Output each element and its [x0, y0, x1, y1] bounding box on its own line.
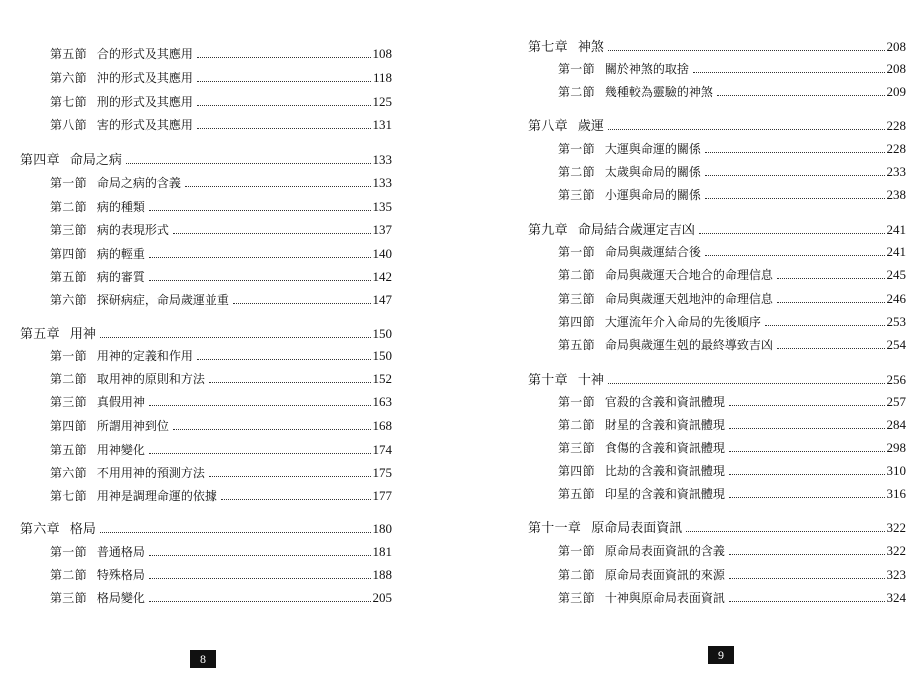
toc-section-entry: [528, 439, 906, 457]
dot-leader: [197, 57, 371, 58]
entry-label: 第四節: [50, 247, 87, 261]
entry-page-number: 131: [372, 117, 392, 132]
entry-title: 用神的定義和作用: [96, 349, 193, 363]
entry-title: 命局與歲運結合後: [604, 245, 701, 259]
entry-title: 食傷的含義和資訊體現: [604, 441, 725, 455]
entry-label: 第四節: [558, 315, 595, 329]
toc-section-entry: [20, 417, 392, 435]
toc-section-entry: [20, 291, 392, 309]
toc-section-entry: [20, 198, 392, 216]
dot-leader: [705, 198, 885, 199]
dot-leader: [100, 337, 371, 338]
entry-page-number: 175: [372, 465, 392, 480]
entry-label: 第十章: [528, 373, 568, 388]
entry-page-number: 133: [372, 152, 392, 167]
dot-leader: [729, 428, 885, 429]
dot-leader: [233, 303, 371, 304]
entry-title: 命局與歲運天合地合的命理信息: [604, 268, 773, 282]
dot-leader: [686, 531, 884, 532]
entry-title: 財星的含義和資訊體現: [604, 418, 725, 432]
dot-leader: [717, 95, 885, 96]
toc-section-entry: [20, 347, 392, 365]
toc-section-entry: [528, 393, 906, 411]
toc-section-entry: [20, 69, 392, 87]
entry-page-number: 256: [886, 372, 906, 387]
toc-section-entry: [528, 542, 906, 560]
toc-section-entry: [20, 45, 392, 63]
entry-title: 命局之病的含義: [96, 176, 181, 190]
toc-section-entry: [528, 83, 906, 101]
entry-label: 第五章: [20, 327, 60, 342]
dot-leader: [608, 129, 885, 130]
toc-chapter-entry: [20, 325, 392, 343]
dot-leader: [149, 257, 371, 258]
entry-title: 合的形式及其應用: [96, 47, 193, 61]
entry-title: 官殺的含義和資訊體現: [604, 395, 725, 409]
entry-label: 第五節: [558, 487, 595, 501]
entry-label: 第四章: [20, 153, 60, 168]
entry-page-number: 147: [372, 292, 392, 307]
dot-leader: [693, 72, 885, 73]
entry-label: 第九章: [528, 223, 568, 238]
dot-leader: [729, 601, 885, 602]
toc-section-entry: [528, 140, 906, 158]
entry-label: 第六節: [50, 71, 87, 85]
entry-label: 第二節: [50, 568, 87, 582]
entry-page-number: 298: [886, 440, 906, 455]
entry-title: 用神變化: [96, 443, 145, 457]
dot-leader: [209, 476, 371, 477]
entry-title: 用神: [69, 327, 96, 342]
entry-page-number: 284: [886, 417, 906, 432]
entry-title: 命局與歲運天剋地沖的命理信息: [604, 292, 773, 306]
dot-leader: [729, 497, 885, 498]
toc-chapter-entry: [528, 117, 906, 135]
dot-leader: [777, 348, 885, 349]
entry-label: 第八節: [50, 118, 87, 132]
dot-leader: [149, 555, 371, 556]
toc-section-entry: [528, 485, 906, 503]
toc-section-entry: [20, 393, 392, 411]
entry-label: 第三節: [558, 292, 595, 306]
entry-page-number: 150: [372, 326, 392, 341]
dot-leader: [705, 152, 885, 153]
entry-label: 第三節: [558, 441, 595, 455]
entry-label: 第二節: [558, 85, 595, 99]
entry-label: 第二節: [558, 568, 595, 582]
entry-title: 普通格局: [96, 545, 145, 559]
entry-page-number: 254: [886, 337, 906, 352]
entry-page-number: 228: [886, 118, 906, 133]
entry-label: 第二節: [50, 200, 87, 214]
dot-leader: [197, 105, 371, 106]
toc-chapter-entry: [20, 151, 392, 169]
dot-leader: [149, 280, 371, 281]
toc-section-entry: [528, 589, 906, 607]
entry-label: 第五節: [50, 270, 87, 284]
toc-section-entry: [528, 313, 906, 331]
entry-label: 第三節: [558, 591, 595, 605]
toc-section-entry: [20, 566, 392, 584]
entry-page-number: 233: [886, 164, 906, 179]
entry-title: 沖的形式及其應用: [96, 71, 193, 85]
entry-label: 第一節: [50, 176, 87, 190]
entry-title: 太歲與命局的關係: [604, 165, 701, 179]
dot-leader: [149, 210, 371, 211]
dot-leader: [608, 383, 885, 384]
toc-chapter-entry: [528, 221, 906, 239]
toc-section-entry: [20, 370, 392, 388]
entry-label: 第三節: [50, 223, 87, 237]
entry-title: 大運流年介入命局的先後順序: [604, 315, 761, 329]
entry-label: 第一節: [558, 62, 595, 76]
toc-section-entry: [528, 186, 906, 204]
entry-title: 十神: [577, 373, 604, 388]
entry-title: 命局與歲運生剋的最終導致吉凶: [604, 338, 773, 352]
entry-page-number: 108: [372, 46, 392, 61]
dot-leader: [100, 532, 371, 533]
entry-title: 神煞: [577, 40, 604, 55]
entry-title: 歲運: [577, 119, 604, 134]
entry-label: 第六章: [20, 522, 60, 537]
entry-title: 大運與命運的關係: [604, 142, 701, 156]
entry-label: 第三節: [50, 395, 87, 409]
entry-title: 原命局表面資訊的含義: [604, 544, 725, 558]
entry-title: 用神是調理命運的依據: [96, 489, 217, 503]
entry-page-number: 246: [886, 291, 906, 306]
toc-chapter-entry: [528, 38, 906, 56]
entry-page-number: 177: [372, 488, 392, 503]
entry-title: 不用用神的預測方法: [96, 466, 205, 480]
entry-label: 第一節: [558, 142, 595, 156]
entry-page-number: 208: [886, 39, 906, 54]
toc-section-entry: [528, 336, 906, 354]
entry-label: 第七節: [50, 95, 87, 109]
entry-label: 第三節: [558, 188, 595, 202]
entry-title: 印星的含義和資訊體現: [604, 487, 725, 501]
entry-page-number: 324: [886, 590, 906, 605]
entry-title: 命局之病: [69, 153, 122, 168]
toc-section-entry: [20, 441, 392, 459]
dot-leader: [209, 382, 371, 383]
entry-title: 原命局表面資訊: [591, 521, 683, 536]
toc-section-entry: [528, 416, 906, 434]
entry-page-number: 241: [886, 222, 906, 237]
dot-leader: [729, 474, 885, 475]
entry-title: 害的形式及其應用: [96, 118, 193, 132]
dot-leader: [197, 359, 371, 360]
entry-label: 第六節: [50, 466, 87, 480]
toc-section-entry: [20, 487, 392, 505]
entry-title: 格局: [69, 522, 96, 537]
toc-section-entry: [20, 464, 392, 482]
entry-title: 真假用神: [96, 395, 145, 409]
entry-page-number: 125: [372, 94, 392, 109]
dot-leader: [729, 451, 885, 452]
entry-page-number: 140: [372, 246, 392, 261]
entry-label: 第七節: [50, 489, 87, 503]
dot-leader: [777, 302, 885, 303]
entry-label: 第十一章: [528, 521, 582, 536]
entry-title: 病的審質: [96, 270, 145, 284]
entry-label: 第六節: [50, 293, 87, 307]
entry-label: 第二節: [558, 268, 595, 282]
dot-leader: [197, 128, 371, 129]
entry-page-number: 310: [886, 463, 906, 478]
entry-page-number: 181: [372, 544, 392, 559]
entry-page-number: 209: [886, 84, 906, 99]
dot-leader: [699, 233, 885, 234]
entry-label: 第二節: [558, 165, 595, 179]
entry-page-number: 205: [372, 590, 392, 605]
dot-leader: [705, 255, 885, 256]
toc-section-entry: [528, 243, 906, 261]
entry-page-number: 163: [372, 394, 392, 409]
entry-title: 所謂用神到位: [96, 419, 169, 433]
toc-section-entry: [20, 245, 392, 263]
dot-leader: [765, 325, 885, 326]
dot-leader: [729, 554, 885, 555]
entry-label: 第一節: [50, 349, 87, 363]
dot-leader: [729, 405, 885, 406]
entry-label: 第四節: [50, 419, 87, 433]
entry-page-number: 316: [886, 486, 906, 501]
entry-page-number: 152: [372, 371, 392, 386]
entry-page-number: 118: [372, 70, 392, 85]
entry-label: 第一節: [558, 395, 595, 409]
entry-label: 第一節: [50, 545, 87, 559]
page-number-right: 9: [708, 646, 734, 664]
dot-leader: [173, 233, 371, 234]
entry-page-number: 245: [886, 267, 906, 282]
entry-title: 十神與原命局表面資訊: [604, 591, 725, 605]
toc-chapter-entry: [528, 519, 906, 537]
dot-leader: [185, 186, 371, 187]
entry-page-number: 135: [372, 199, 392, 214]
toc-section-entry: [528, 462, 906, 480]
dot-leader: [197, 81, 371, 82]
entry-title: 關於神煞的取捨: [604, 62, 689, 76]
entry-page-number: 150: [372, 348, 392, 363]
entry-title: 病的表現形式: [96, 223, 169, 237]
toc-section-entry: [20, 589, 392, 607]
dot-leader: [221, 499, 371, 500]
entry-page-number: 322: [886, 543, 906, 558]
entry-page-number: 241: [886, 244, 906, 259]
entry-page-number: 180: [372, 521, 392, 536]
entry-title: 特殊格局: [96, 568, 145, 582]
entry-label: 第三節: [50, 591, 87, 605]
entry-title: 病的種類: [96, 200, 145, 214]
entry-page-number: 323: [886, 567, 906, 582]
entry-title: 病的輕重: [96, 247, 145, 261]
entry-page-number: 142: [372, 269, 392, 284]
entry-label: 第八章: [528, 119, 568, 134]
dot-leader: [608, 50, 885, 51]
entry-title: 比劫的含義和資訊體現: [604, 464, 725, 478]
toc-section-entry: [20, 174, 392, 192]
entry-page-number: 257: [886, 394, 906, 409]
entry-title: 格局變化: [96, 591, 145, 605]
entry-label: 第五節: [50, 443, 87, 457]
dot-leader: [149, 601, 371, 602]
entry-page-number: 133: [372, 175, 392, 190]
entry-page-number: 137: [372, 222, 392, 237]
entry-label: 第二節: [50, 372, 87, 386]
toc-section-entry: [528, 60, 906, 78]
entry-title: 命局結合歲運定吉凶: [577, 223, 695, 238]
dot-leader: [126, 163, 371, 164]
dot-leader: [777, 278, 885, 279]
entry-page-number: 322: [886, 520, 906, 535]
entry-label: 第一節: [558, 245, 595, 259]
toc-section-entry: [528, 566, 906, 584]
page-number-left: 8: [190, 650, 216, 668]
toc-section-entry: [20, 268, 392, 286]
entry-label: 第二節: [558, 418, 595, 432]
entry-page-number: 253: [886, 314, 906, 329]
entry-label: 第五節: [558, 338, 595, 352]
entry-label: 第五節: [50, 47, 87, 61]
entry-page-number: 168: [372, 418, 392, 433]
toc-section-entry: [528, 290, 906, 308]
entry-title: 探研病症，命局歲運並重: [96, 293, 229, 307]
entry-page-number: 228: [886, 141, 906, 156]
entry-title: 取用神的原則和方法: [96, 372, 205, 386]
entry-label: 第四節: [558, 464, 595, 478]
toc-section-entry: [20, 221, 392, 239]
toc-section-entry: [528, 266, 906, 284]
entry-page-number: 188: [372, 567, 392, 582]
toc-section-entry: [20, 93, 392, 111]
entry-title: 小運與命局的關係: [604, 188, 701, 202]
toc-section-entry: [20, 543, 392, 561]
toc-section-entry: [20, 116, 392, 134]
toc-chapter-entry: [528, 371, 906, 389]
dot-leader: [705, 175, 885, 176]
entry-title: 刑的形式及其應用: [96, 95, 193, 109]
entry-label: 第七章: [528, 40, 568, 55]
entry-title: 原命局表面資訊的來源: [604, 568, 725, 582]
entry-page-number: 174: [372, 442, 392, 457]
toc-chapter-entry: [20, 520, 392, 538]
dot-leader: [149, 578, 371, 579]
dot-leader: [729, 578, 885, 579]
toc-section-entry: [528, 163, 906, 181]
entry-title: 幾種較為靈驗的神煞: [604, 85, 713, 99]
dot-leader: [173, 429, 371, 430]
dot-leader: [149, 405, 371, 406]
entry-page-number: 238: [886, 187, 906, 202]
entry-page-number: 208: [886, 61, 906, 76]
dot-leader: [149, 453, 371, 454]
entry-label: 第一節: [558, 544, 595, 558]
